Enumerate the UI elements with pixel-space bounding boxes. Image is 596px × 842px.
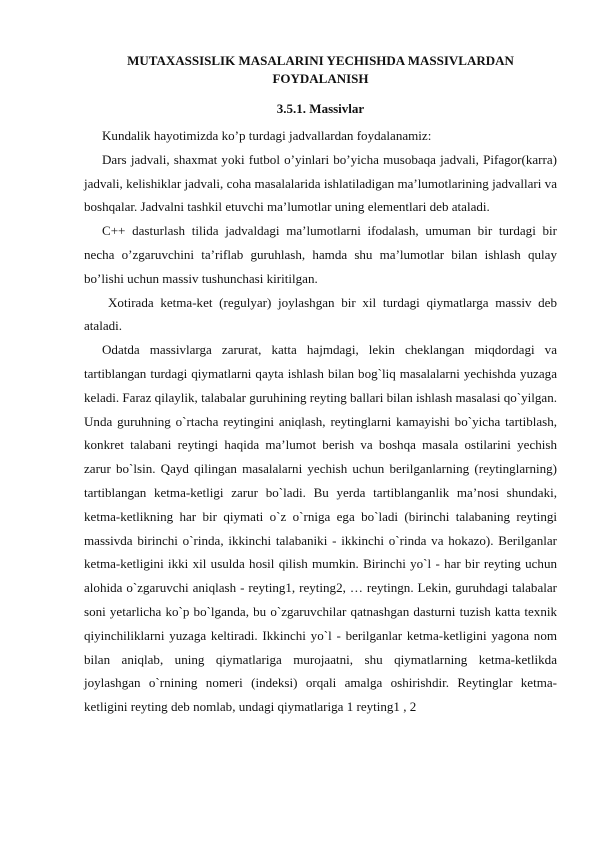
paragraph-5: Odatda massivlarga zarurat, katta hajmdagi, lekin cheklangan miqdordagi va tartiblangan turdagi qiymatlarni qayta ishlash bilan bog`liq masalalarni yechishda yuzaga keladi. Faraz qilaylik, talabalar guruhining reyting ballari bilan ishlash masalasi qo`yilgan. Unda guruhning o`rtacha reytingini aniqlash, reytinglarni kamayishi bo`yicha tartiblash, konkret talabani reytingi haqida ma’lumot berish va boshqa masala ostilarini yechish zarur bo`lsin. Qayd qilingan masalalarni yechish uchun berilganlarning (reytinglarning) tartiblangan ketma-ketligi zarur bo`ladi. Bu yerda tartiblanganlik ma’nosi shundaki, ketma-ketlikning har bir qiymati o`z o`rniga ega bo`ladi (birinchi talabaning reytingi massivda birinchi o`rinda, ikkinchi talabaniki - ikkinchi o`rinda va hokazo). Berilganlar ketma-ketligini ikki xil usulda hosil qilish mumkin. Birinchi yo`l - har bir reyting uchun alohida o`zgaruvchi aniqlash - reyting1, reyting2, … reytingn. Lekin, guruhdagi talabalar soni yetarlicha ko`p bo`lganda, bu o`zgaruvchilar qatnashgan dasturni tuzish katta texnik qiyinchiliklarni yuzaga keltiradi. Ikkinchi yo`l - berilganlar ketma-ketligini yagona nom bilan aniqlab, uning qiymatlariga murojaatni, shu qiymatlarning ketma-ketlikda joylashgan o`rnining nomeri (indeksi) orqali amalga oshirishdir. Reytinglar ketma-ketligini reyting deb nomlab, undagi qiymatlariga 1 reyting1 , 2 [84,342,557,715]
section-heading: 3.5.1. Massivlar [276,101,365,116]
paragraph-2: Dars jadvali, shaxmat yoki futbol o’yinlari bo’yicha musobaqa jadvali, Pifagor(karra) jadvali, kelishiklar jadvali, coha masalalarida ishlatiladigan ma’lumotlarining jadvallari va boshqalar. Jadvalni tashkil etuvchi ma’lumotlar uning elementlari deb ataladi. [84,151,557,215]
document-title-line-2: FOYDALANISH [272,71,369,86]
paragraph-1: Kundalik hayotimizda ko’p turdagi jadvallardan foydalanamiz: [102,128,432,143]
paragraph-4: Xotirada ketma-ket (regulyar) joylashgan bir xil turdagi qiymatlarga massiv deb ataladi. [84,294,557,334]
document-page [84,52,557,719]
paragraph-3: C++ dasturlash tilida jadvaldagi ma’lumotlarni ifodalash, umuman bir turdagi bir necha o’zgaruvchini ta’riflab guruhlash, hamda shu ma’lumotlar bilan ishlash qulay bo’lishi uchun massiv tushunchasi kiritilgan. [84,223,557,286]
document-title-line-1: MUTAXASSISLIK MASALARINI YECHISHDA MASSIVLARDAN [127,53,514,68]
